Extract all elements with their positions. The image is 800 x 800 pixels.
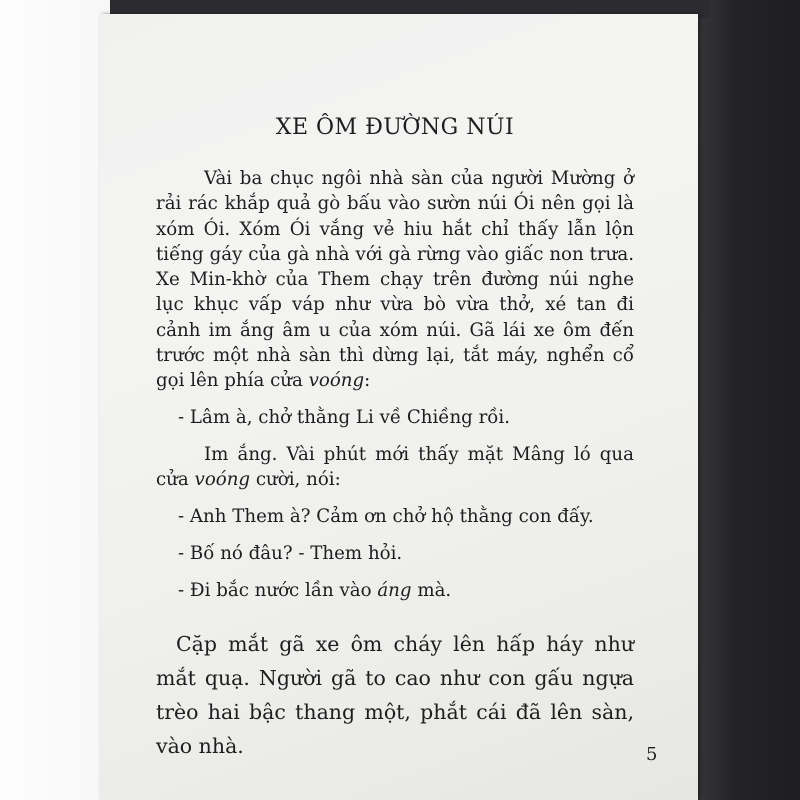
paragraph-2-italic: voóng	[194, 469, 251, 491]
dialog-line-2: - Anh Them à? Cảm ơn chở hộ thằng con đấy.	[178, 505, 594, 527]
dialog-line-1: - Lâm à, chở thằng Li về Chiềng rồi.	[178, 406, 511, 428]
dialog-line-4-end: mà.	[417, 580, 452, 602]
dialog-line-3: - Bố nó đâu? - Them hỏi.	[178, 542, 403, 564]
paragraph-2-start: Im ắng. Vài phút mới thấy mặt Mâng ló qua cửa	[156, 443, 634, 491]
paragraph-2-end: cười, nói:	[255, 469, 341, 491]
paragraph-1-text: Vài ba chục ngôi nhà sàn của người Mường ở rải rác khắp quả gò bấu vào sườn núi Ói nên gọi là xóm Ói. Xóm Ói vắng vẻ hiu hắt chỉ thấy lẫn lộn tiếng gáy của gà nhà với gà rừng vào giấc non trưa. Xe Min-khờ của Them chạy trên đường núi nghe lục khục vấp váp như vừa bò vừa thở, xé tan đi cảnh im ắng âm u của xóm núi. Gã lái xe ôm đến trước một nhà sàn thì dừng lại, tắt máy, nghển cổ gọi lên phía cửa	[156, 168, 634, 392]
paragraph-1-end: :	[364, 370, 371, 392]
paragraph-2	[156, 442, 634, 493]
paragraph-1	[156, 166, 634, 394]
dialog-line-4	[156, 578, 634, 603]
page-number: 5	[646, 744, 658, 765]
paragraph-1-italic: voóng	[308, 370, 365, 392]
paragraph-3: Cặp mắt gã xe ôm cháy lên hấp háy như mắt quạ. Người gã to cao như con gấu ngựa trèo hai bậc thang một, phắt cái đã lên sàn, vào nhà.	[156, 632, 634, 759]
dialog-line-4-start: - Đi bắc nước lần vào	[178, 580, 372, 602]
dialog-line-4-italic: áng	[377, 580, 412, 602]
chapter-title: XE ÔM ĐƯỜNG NÚI	[275, 115, 515, 140]
left-background	[0, 0, 110, 800]
page-text	[156, 115, 634, 763]
dark-background-edge	[690, 0, 800, 800]
